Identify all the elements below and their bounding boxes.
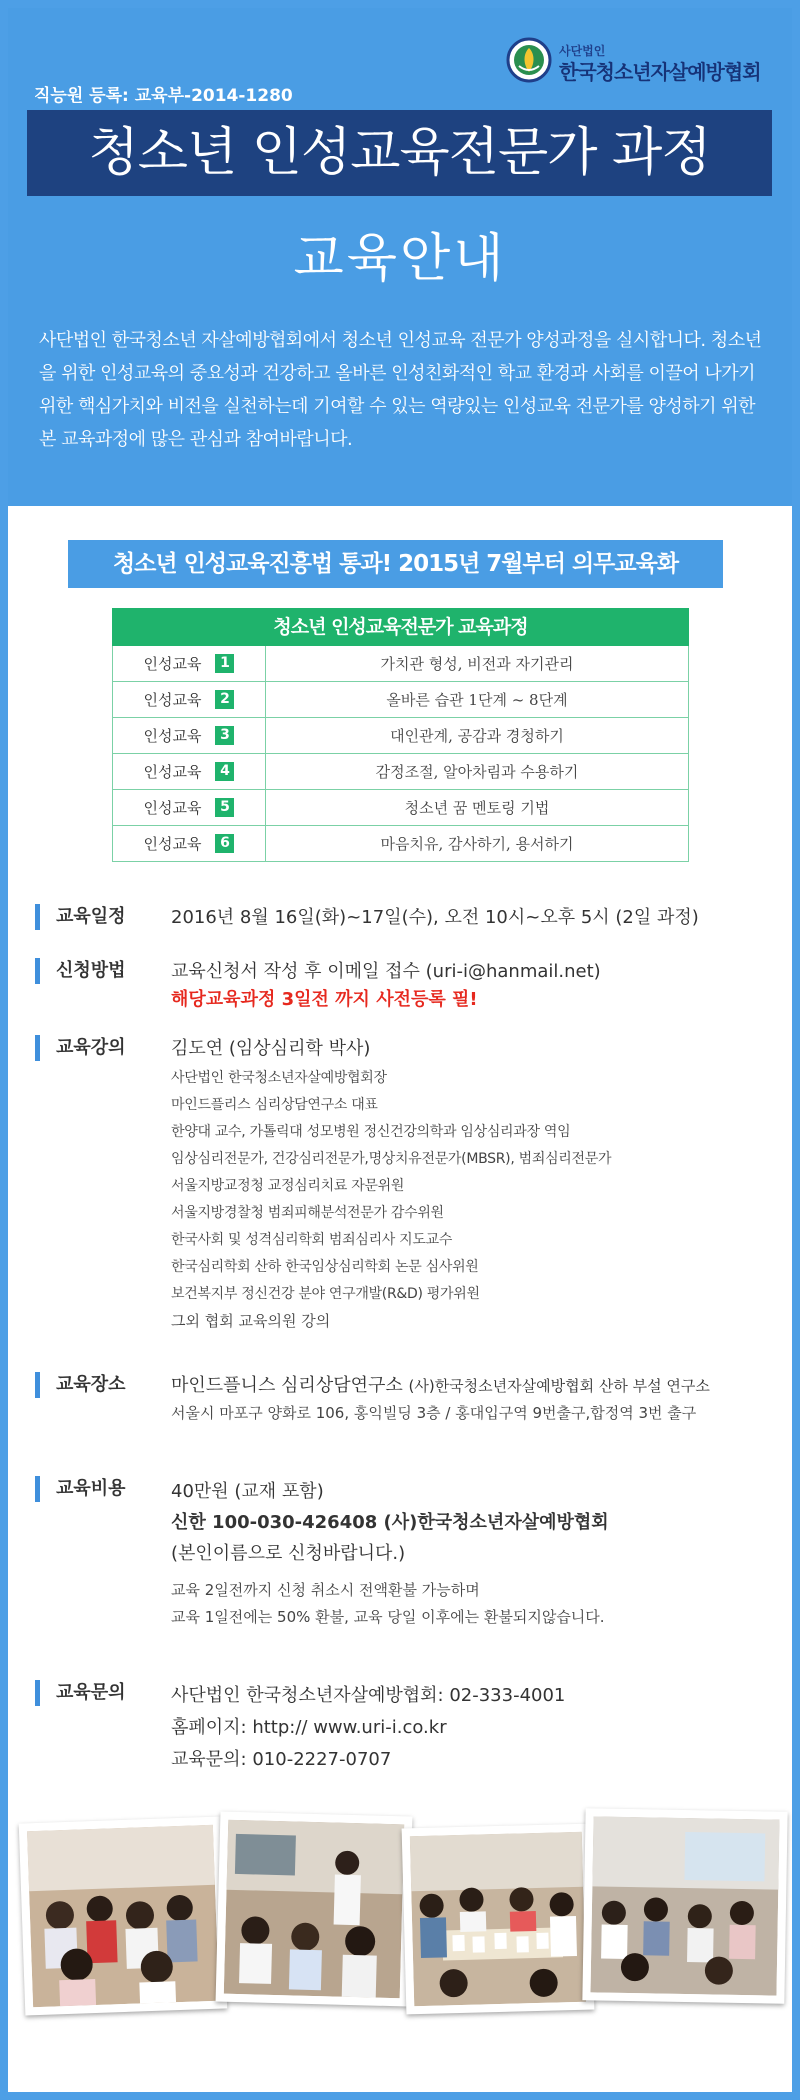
lecturer-career-item: 사단법인 한국청소년자살예방협회장 bbox=[171, 1070, 387, 1086]
course-module-cell bbox=[113, 826, 266, 861]
course-row bbox=[112, 790, 689, 826]
fee-refund-policy-2: 교육 1일전에는 50% 환불, 교육 당일 이후에는 환불되지않습니다. bbox=[171, 1608, 605, 1626]
organization-logo bbox=[505, 36, 775, 88]
lecturer-career-item: 한국심리학회 산하 한국임상심리학회 논문 심사위원 bbox=[171, 1259, 479, 1275]
contact-body bbox=[171, 1680, 771, 1776]
contact-phone: 사단법인 한국청소년자살예방협회: 02-333-4001 bbox=[171, 1685, 566, 1706]
lecturer-career-item: 서울지방경찰청 범죄피해분석전문가 감수위원 bbox=[171, 1205, 444, 1221]
fee-refund-policy-1: 교육 2일전까지 신청 취소시 전액환불 가능하며 bbox=[171, 1581, 480, 1599]
apply-deadline-notice: 해당교육과정 3일전 까지 사전등록 필! bbox=[171, 989, 478, 1010]
course-module-content: 가치관 형성, 비전과 자기관리 bbox=[380, 655, 574, 673]
course-module-number: 2 bbox=[215, 690, 234, 709]
classroom-photo-2 bbox=[216, 1812, 413, 2007]
venue-section bbox=[35, 1372, 775, 1432]
apply-section bbox=[35, 958, 775, 1018]
course-module-label: 인성교육 bbox=[143, 763, 202, 781]
classroom-photo-1 bbox=[19, 1817, 228, 2016]
course-row bbox=[112, 646, 689, 682]
fee-body bbox=[171, 1476, 771, 1631]
apply-body bbox=[171, 958, 771, 1014]
course-module-number: 6 bbox=[215, 834, 234, 853]
logo-organization-name: 한국청소년자살예방협회 bbox=[559, 60, 761, 84]
course-module-label: 인성교육 bbox=[143, 727, 202, 745]
flyer-page bbox=[8, 8, 792, 2092]
contact-homepage: 홈페이지: http:// www.uri-i.co.kr bbox=[171, 1717, 447, 1738]
venue-label: 교육장소 bbox=[35, 1372, 126, 1398]
contact-mobile: 교육문의: 010-2227-0707 bbox=[171, 1749, 392, 1770]
logo-emblem-icon bbox=[505, 36, 553, 84]
course-module-content: 대인관계, 공감과 경청하기 bbox=[390, 727, 564, 745]
venue-address: 서울시 마포구 양화로 106, 홍익빌딩 3층 / 홍대입구역 9번출구,합정역 3번 출구 bbox=[171, 1404, 697, 1422]
course-module-cell bbox=[113, 790, 266, 825]
course-module-cell bbox=[113, 754, 266, 789]
fee-section bbox=[35, 1476, 775, 1646]
lecturer-body bbox=[171, 1035, 771, 1335]
course-module-cell bbox=[113, 646, 266, 681]
course-module-label: 인성교육 bbox=[143, 691, 202, 709]
schedule-body bbox=[171, 904, 771, 932]
lecturer-name: 김도연 (임상심리학 박사) bbox=[171, 1038, 371, 1059]
venue-name: 마인드플니스 심리상담연구소 bbox=[171, 1375, 403, 1396]
course-module-content: 올바른 습관 1단계 ~ 8단계 bbox=[386, 691, 568, 709]
classroom-photo-image bbox=[410, 1832, 586, 2006]
course-module-label: 인성교육 bbox=[143, 835, 202, 853]
lecturer-career-item: 서울지방교정청 교정심리치료 자문위원 bbox=[171, 1178, 405, 1194]
lecturer-career-item: 마인드플리스 심리상담연구소 대표 bbox=[171, 1097, 378, 1113]
page-title: 청소년 인성교육전문가 과정 bbox=[88, 123, 711, 183]
course-row bbox=[112, 682, 689, 718]
fee-label: 교육비용 bbox=[35, 1476, 126, 1502]
classroom-photo-image bbox=[590, 1816, 779, 1995]
header-banner bbox=[8, 8, 792, 506]
contact-section bbox=[35, 1680, 775, 1780]
fee-account-note: (본인이름으로 신청바랍니다.) bbox=[171, 1543, 406, 1564]
title-band bbox=[27, 110, 772, 196]
lecturer-career-item: 임상심리전문가, 건강심리전문가,명상치유전문가(MBSR), 범죄심리전문가 bbox=[171, 1151, 612, 1167]
course-module-number: 5 bbox=[215, 798, 234, 817]
intro-paragraph: 사단법인 한국청소년 자살예방협회에서 청소년 인성교육 전문가 양성과정을 실시합니다. 청소년을 위한 인성교육의 중요성과 건강하고 올바른 인성친화적인 학교 환경과 사회를 이끌어 나가기 위한 핵심가치와 비전을 실천하는데 기여할 수 있는 역량있는 인성교육 전문가를 양성하기 위한 본 교육과정에 많은 관심과 참여바랍니다. bbox=[39, 330, 762, 450]
course-row bbox=[112, 826, 689, 862]
venue-name-note: (사)한국청소년자살예방협회 산하 부설 연구소 bbox=[408, 1377, 710, 1395]
schedule-label: 교육일정 bbox=[35, 904, 126, 930]
course-module-number: 4 bbox=[215, 762, 234, 781]
classroom-photo-3 bbox=[402, 1824, 595, 2015]
registration-number: 직능원 등록: 교육부-2014-1280 bbox=[34, 86, 293, 106]
course-row bbox=[112, 754, 689, 790]
schedule-text: 2016년 8월 16일(화)~17일(수), 오전 10시~오후 5시 (2일 과정) bbox=[171, 907, 699, 928]
schedule-section bbox=[35, 904, 775, 934]
course-table-heading: 청소년 인성교육전문가 교육과정 bbox=[112, 608, 689, 646]
apply-label: 신청방법 bbox=[35, 958, 126, 984]
lecturer-career-item: 보건복지부 정신건강 분야 연구개발(R&D) 평가위원 bbox=[171, 1286, 480, 1302]
logo-small-text: 사단법인 bbox=[559, 44, 606, 58]
course-module-number: 3 bbox=[215, 726, 234, 745]
classroom-photo-image bbox=[224, 1820, 404, 1999]
course-module-cell bbox=[113, 718, 266, 753]
course-table bbox=[112, 608, 689, 862]
apply-text: 교육신청서 작성 후 이메일 접수 (uri-i@hanmail.net) bbox=[171, 961, 601, 982]
course-module-number: 1 bbox=[215, 654, 234, 673]
lecturer-section bbox=[35, 1035, 775, 1335]
law-notice-banner: 청소년 인성교육진흥법 통과! 2015년 7월부터 의무교육화 bbox=[68, 540, 723, 588]
venue-body bbox=[171, 1372, 771, 1427]
lecturer-label: 교육강의 bbox=[35, 1035, 126, 1061]
fee-bank-account: 신한 100-030-426408 (사)한국청소년자살예방협회 bbox=[171, 1512, 609, 1533]
page-subtitle: 교육안내 bbox=[293, 229, 507, 289]
course-module-content: 청소년 꿈 멘토링 기법 bbox=[404, 799, 550, 817]
lecturer-career-item: 한국사회 및 성격심리학회 범죄심리사 지도교수 bbox=[171, 1232, 453, 1248]
course-module-cell bbox=[113, 682, 266, 717]
lecturer-career-item: 한양대 교수, 가톨릭대 성모병원 정신건강의학과 임상심리과장 역임 bbox=[171, 1124, 571, 1140]
classroom-photo-4 bbox=[582, 1808, 787, 2003]
course-module-content: 마음치유, 감사하기, 용서하기 bbox=[380, 835, 574, 853]
venue-name-line bbox=[171, 1372, 771, 1400]
course-module-content: 감정조절, 알아차림과 수용하기 bbox=[375, 763, 579, 781]
contact-label: 교육문의 bbox=[35, 1680, 126, 1706]
fee-amount: 40만원 (교재 포함) bbox=[171, 1481, 324, 1502]
course-row bbox=[112, 718, 689, 754]
classroom-photo-image bbox=[27, 1825, 219, 2007]
course-module-label: 인성교육 bbox=[143, 655, 202, 673]
course-module-label: 인성교육 bbox=[143, 799, 202, 817]
lecturer-extra: 그외 협회 교육의원 강의 bbox=[171, 1312, 331, 1330]
